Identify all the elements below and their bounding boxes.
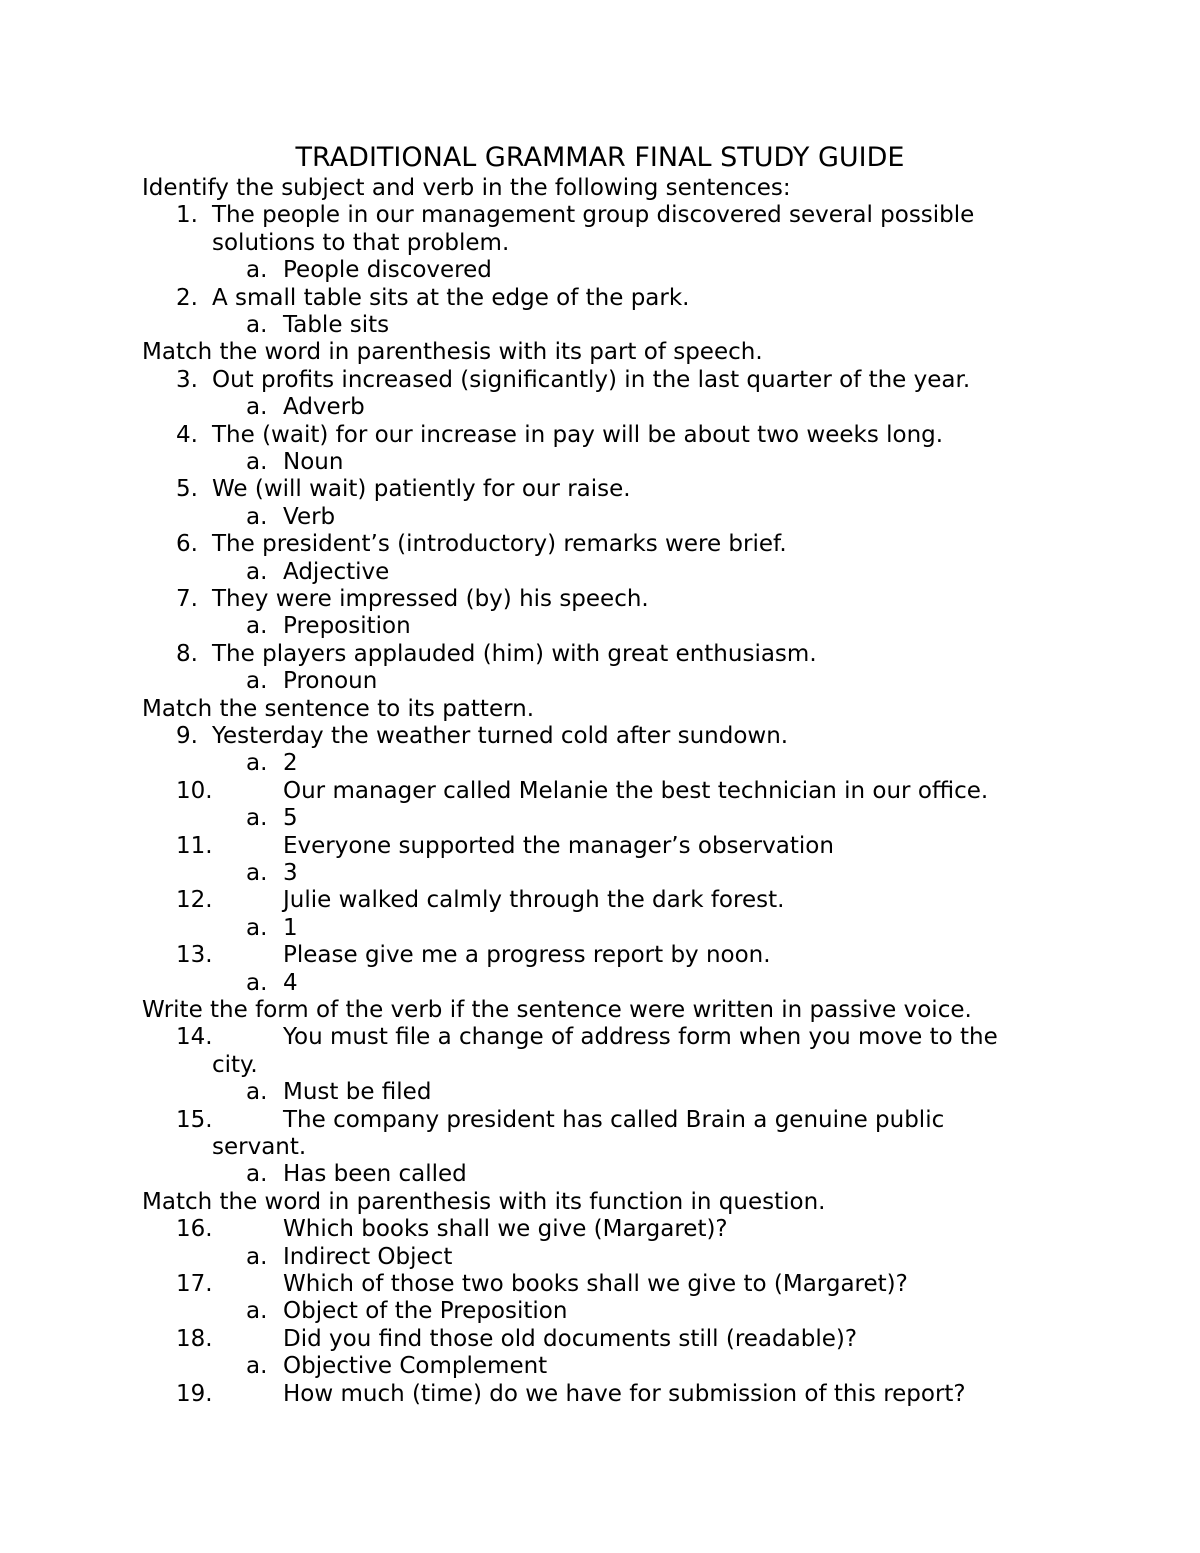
answer-text: 1 xyxy=(283,914,298,941)
answer-label: a. xyxy=(246,1243,268,1270)
question-number: 8. xyxy=(176,640,198,667)
question-text: Our manager called Melanie the best technician in our office. xyxy=(283,777,989,804)
question-text: Did you find those old documents still (readable)? xyxy=(283,1325,858,1352)
question-number: 16. xyxy=(176,1216,213,1243)
question-text: Everyone supported the manager’s observation xyxy=(283,832,834,859)
question-number: 6. xyxy=(176,531,198,558)
question-number: 9. xyxy=(176,723,198,749)
answer-text: Table sits xyxy=(283,312,390,338)
answer-text: Object of the Preposition xyxy=(283,1298,568,1325)
question-number: 17. xyxy=(176,1271,213,1297)
question-text: We (will wait) patiently for our raise. xyxy=(212,476,631,503)
answer-text: Noun xyxy=(283,449,344,475)
question-number: 10. xyxy=(176,777,213,804)
answer-text: 4 xyxy=(283,969,298,996)
section-heading: Write the form of the verb if the sentence were written in passive voice. xyxy=(142,997,972,1023)
question-number: 12. xyxy=(176,887,213,914)
question-number: 13. xyxy=(176,942,213,969)
question-number: 18. xyxy=(176,1325,213,1352)
question-text: The president’s (introductory) remarks were brief. xyxy=(212,531,787,558)
answer-label: a. xyxy=(246,503,268,530)
answer-label: a. xyxy=(246,449,268,475)
question-text: They were impressed (by) his speech. xyxy=(212,586,649,612)
question-text: Please give me a progress report by noon. xyxy=(283,942,771,969)
answer-label: a. xyxy=(246,257,268,284)
question-text: Which books shall we give (Margaret)? xyxy=(283,1216,728,1243)
question-number: 5. xyxy=(176,476,198,503)
question-number: 2. xyxy=(176,284,198,311)
question-text: You must file a change of address form when you move to the xyxy=(283,1024,998,1051)
answer-text: Adverb xyxy=(283,394,365,421)
answer-label: a. xyxy=(246,805,268,832)
answer-label: a. xyxy=(246,558,268,585)
answer-text: 5 xyxy=(283,805,298,832)
answer-text: 2 xyxy=(283,750,298,777)
question-number: 7. xyxy=(176,586,198,612)
answer-text: Pronoun xyxy=(283,668,378,695)
question-text: Out profits increased (significantly) in the last quarter of the year. xyxy=(212,366,971,393)
question-text: city. xyxy=(212,1051,258,1078)
answer-label: a. xyxy=(246,668,268,695)
question-text: The company president has called Brain a genuine public xyxy=(283,1106,945,1133)
answer-text: Preposition xyxy=(283,613,411,640)
answer-label: a. xyxy=(246,914,268,941)
answer-text: Verb xyxy=(283,503,336,530)
answer-text: 3 xyxy=(283,860,298,886)
question-number: 19. xyxy=(176,1380,213,1407)
question-text: The players applauded (him) with great enthusiasm. xyxy=(212,640,817,667)
answer-text: Indirect Object xyxy=(283,1243,453,1270)
answer-label: a. xyxy=(246,613,268,640)
question-text: solutions to that problem. xyxy=(212,229,510,256)
answer-label: a. xyxy=(246,1079,268,1106)
answer-label: a. xyxy=(246,860,268,886)
answer-label: a. xyxy=(246,394,268,421)
question-text: How much (time) do we have for submission of this report? xyxy=(283,1380,966,1407)
question-text: The people in our management group discovered several possible xyxy=(212,202,975,229)
question-text: Julie walked calmly through the dark forest. xyxy=(283,887,785,914)
question-text: Yesterday the weather turned cold after sundown. xyxy=(212,723,789,749)
question-text: Which of those two books shall we give to (Margaret)? xyxy=(283,1271,908,1297)
page-title: TRADITIONAL GRAMMAR FINAL STUDY GUIDE xyxy=(295,142,905,173)
question-text: servant. xyxy=(212,1134,307,1160)
section-heading: Identify the subject and verb in the following sentences: xyxy=(142,175,791,201)
answer-text: Objective Complement xyxy=(283,1353,548,1380)
answer-text: Has been called xyxy=(283,1161,467,1188)
answer-text: Must be filed xyxy=(283,1079,432,1106)
question-number: 4. xyxy=(176,421,198,448)
answer-text: Adjective xyxy=(283,558,390,585)
section-heading: Match the word in parenthesis with its part of speech. xyxy=(142,339,763,366)
answer-label: a. xyxy=(246,1298,268,1325)
section-heading: Match the word in parenthesis with its function in question. xyxy=(142,1188,826,1215)
question-number: 15. xyxy=(176,1106,213,1133)
answer-label: a. xyxy=(246,312,268,338)
section-heading: Match the sentence to its pattern. xyxy=(142,695,535,722)
answer-label: a. xyxy=(246,1161,268,1188)
question-number: 3. xyxy=(176,366,198,393)
question-number: 14. xyxy=(176,1024,213,1051)
question-number: 11. xyxy=(176,832,213,859)
answer-label: a. xyxy=(246,1353,268,1380)
answer-text: People discovered xyxy=(283,257,492,284)
question-text: A small table sits at the edge of the park. xyxy=(212,284,690,311)
question-number: 1. xyxy=(176,202,198,229)
question-text: The (wait) for our increase in pay will be about two weeks long. xyxy=(212,421,944,448)
answer-label: a. xyxy=(246,969,268,996)
answer-label: a. xyxy=(246,750,268,777)
